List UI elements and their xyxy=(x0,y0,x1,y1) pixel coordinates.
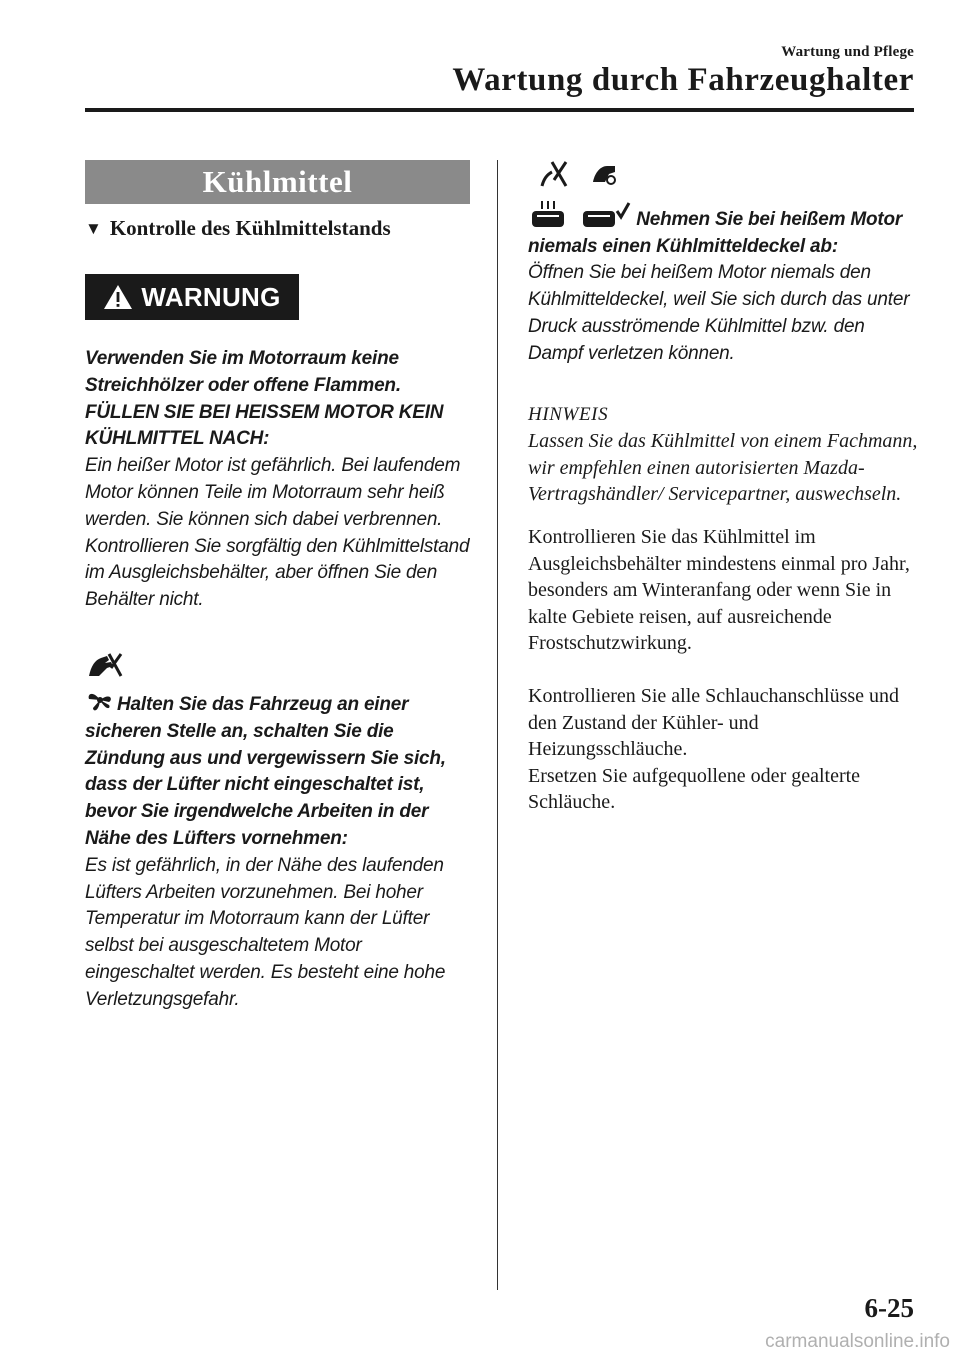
note-block xyxy=(528,402,918,508)
steam-reservoir-icon xyxy=(528,199,568,229)
fan-warning xyxy=(85,650,470,1014)
no-hand-near-fan-icon xyxy=(85,650,125,680)
note-title: HINWEIS xyxy=(528,403,609,425)
fan-warning-body: Es ist gefährlich, in der Nähe des laufenden Lüfters Arbeiten vorzunehmen. Bei hoher Temperatur im Motorraum kann der Lüfter selbst bei ausgeschaltetem Motor eingeschaltet werden. Es besteht eine hohe Verletzungsgefahr. xyxy=(85,854,446,1010)
hand-on-cap-icon xyxy=(585,160,625,190)
warning-heading-2: FÜLLEN SIE BEI HEISSEM MOTOR KEIN KÜHLMITTEL NACH: xyxy=(85,401,444,450)
section-banner: Kühlmittel xyxy=(85,160,470,204)
right-column xyxy=(528,160,918,816)
warning-heading-1: Verwenden Sie im Motorraum keine Streichhölzer oder offene Flammen. xyxy=(85,348,401,396)
fan-warning-heading: Halten Sie das Fahrzeug an einer sicheren Stelle an, schalten Sie die Zündung aus und vergewissern Sie sich, dass der Lüfter nicht eingeschaltet ist, bevor Sie irgendwelche Arbeiten in der Nähe des Lüfters vornehmen: xyxy=(85,693,446,849)
subheading xyxy=(85,216,470,241)
fan-icon xyxy=(85,686,115,714)
left-column xyxy=(85,160,470,1014)
cap-warning-heading: Nehmen Sie bei heißem Motor niemals einen Kühlmitteldeckel ab: xyxy=(528,208,903,257)
note-body: Lassen Sie das Kühlmittel von einem Fachmann, wir empfehlen einen autorisierten Mazda-Vertragshändler/ Servicepartner, auswechseln. xyxy=(528,430,918,506)
triangle-bullet-icon: ▼ xyxy=(85,218,102,238)
header-title: Wartung durch Fahrzeughalter xyxy=(452,62,914,98)
paragraph-1: Kontrollieren Sie das Kühlmittel im Ausgleichsbehälter mindestens einmal pro Jahr, besonders am Winteranfang oder wenn Sie in kalte Gebiete reisen, auf ausreichende Frostschutzwirkung. xyxy=(528,525,910,655)
paragraph-2a: Kontrollieren Sie alle Schlauchanschlüsse und den Zustand der Kühler- und Heizungsschläuche. xyxy=(528,684,900,761)
cap-warning-body: Öffnen Sie bei heißem Motor niemals den Kühlmitteldeckel, weil Sie sich durch das unter Druck ausströmende Kühlmittel bzw. den Dampf verletzen können. xyxy=(528,262,910,364)
paragraph-2b: Ersetzen Sie aufgequollene oder gealterte Schläuche. xyxy=(528,764,861,814)
coolant-reservoir-check-icon xyxy=(579,199,631,229)
page-number: 6-25 xyxy=(864,1293,914,1323)
warning-text xyxy=(85,346,470,614)
warning-triangle-icon xyxy=(103,284,133,310)
subheading-text: Kontrolle des Kühlmittelstands xyxy=(109,216,391,240)
column-divider xyxy=(497,160,498,1290)
no-steam-icon xyxy=(534,160,570,190)
warning-label: WARNUNG xyxy=(141,281,281,312)
paragraph-2 xyxy=(528,683,918,816)
watermark: carmanualsonline.info xyxy=(765,1331,950,1352)
header-section-label: Wartung und Pflege xyxy=(781,44,914,60)
header-rule xyxy=(85,108,914,112)
warning-body: Ein heißer Motor ist gefährlich. Bei laufendem Motor können Teile im Motorraum sehr heiß werden. Sie können sich dabei verbrennen. Kontrollieren Sie sorgfältig den Kühlmittelstand im Ausgleichsbehälter, aber öffnen Sie den Behälter nicht. xyxy=(85,455,470,611)
warning-badge xyxy=(85,274,299,320)
cap-warning xyxy=(528,160,918,368)
